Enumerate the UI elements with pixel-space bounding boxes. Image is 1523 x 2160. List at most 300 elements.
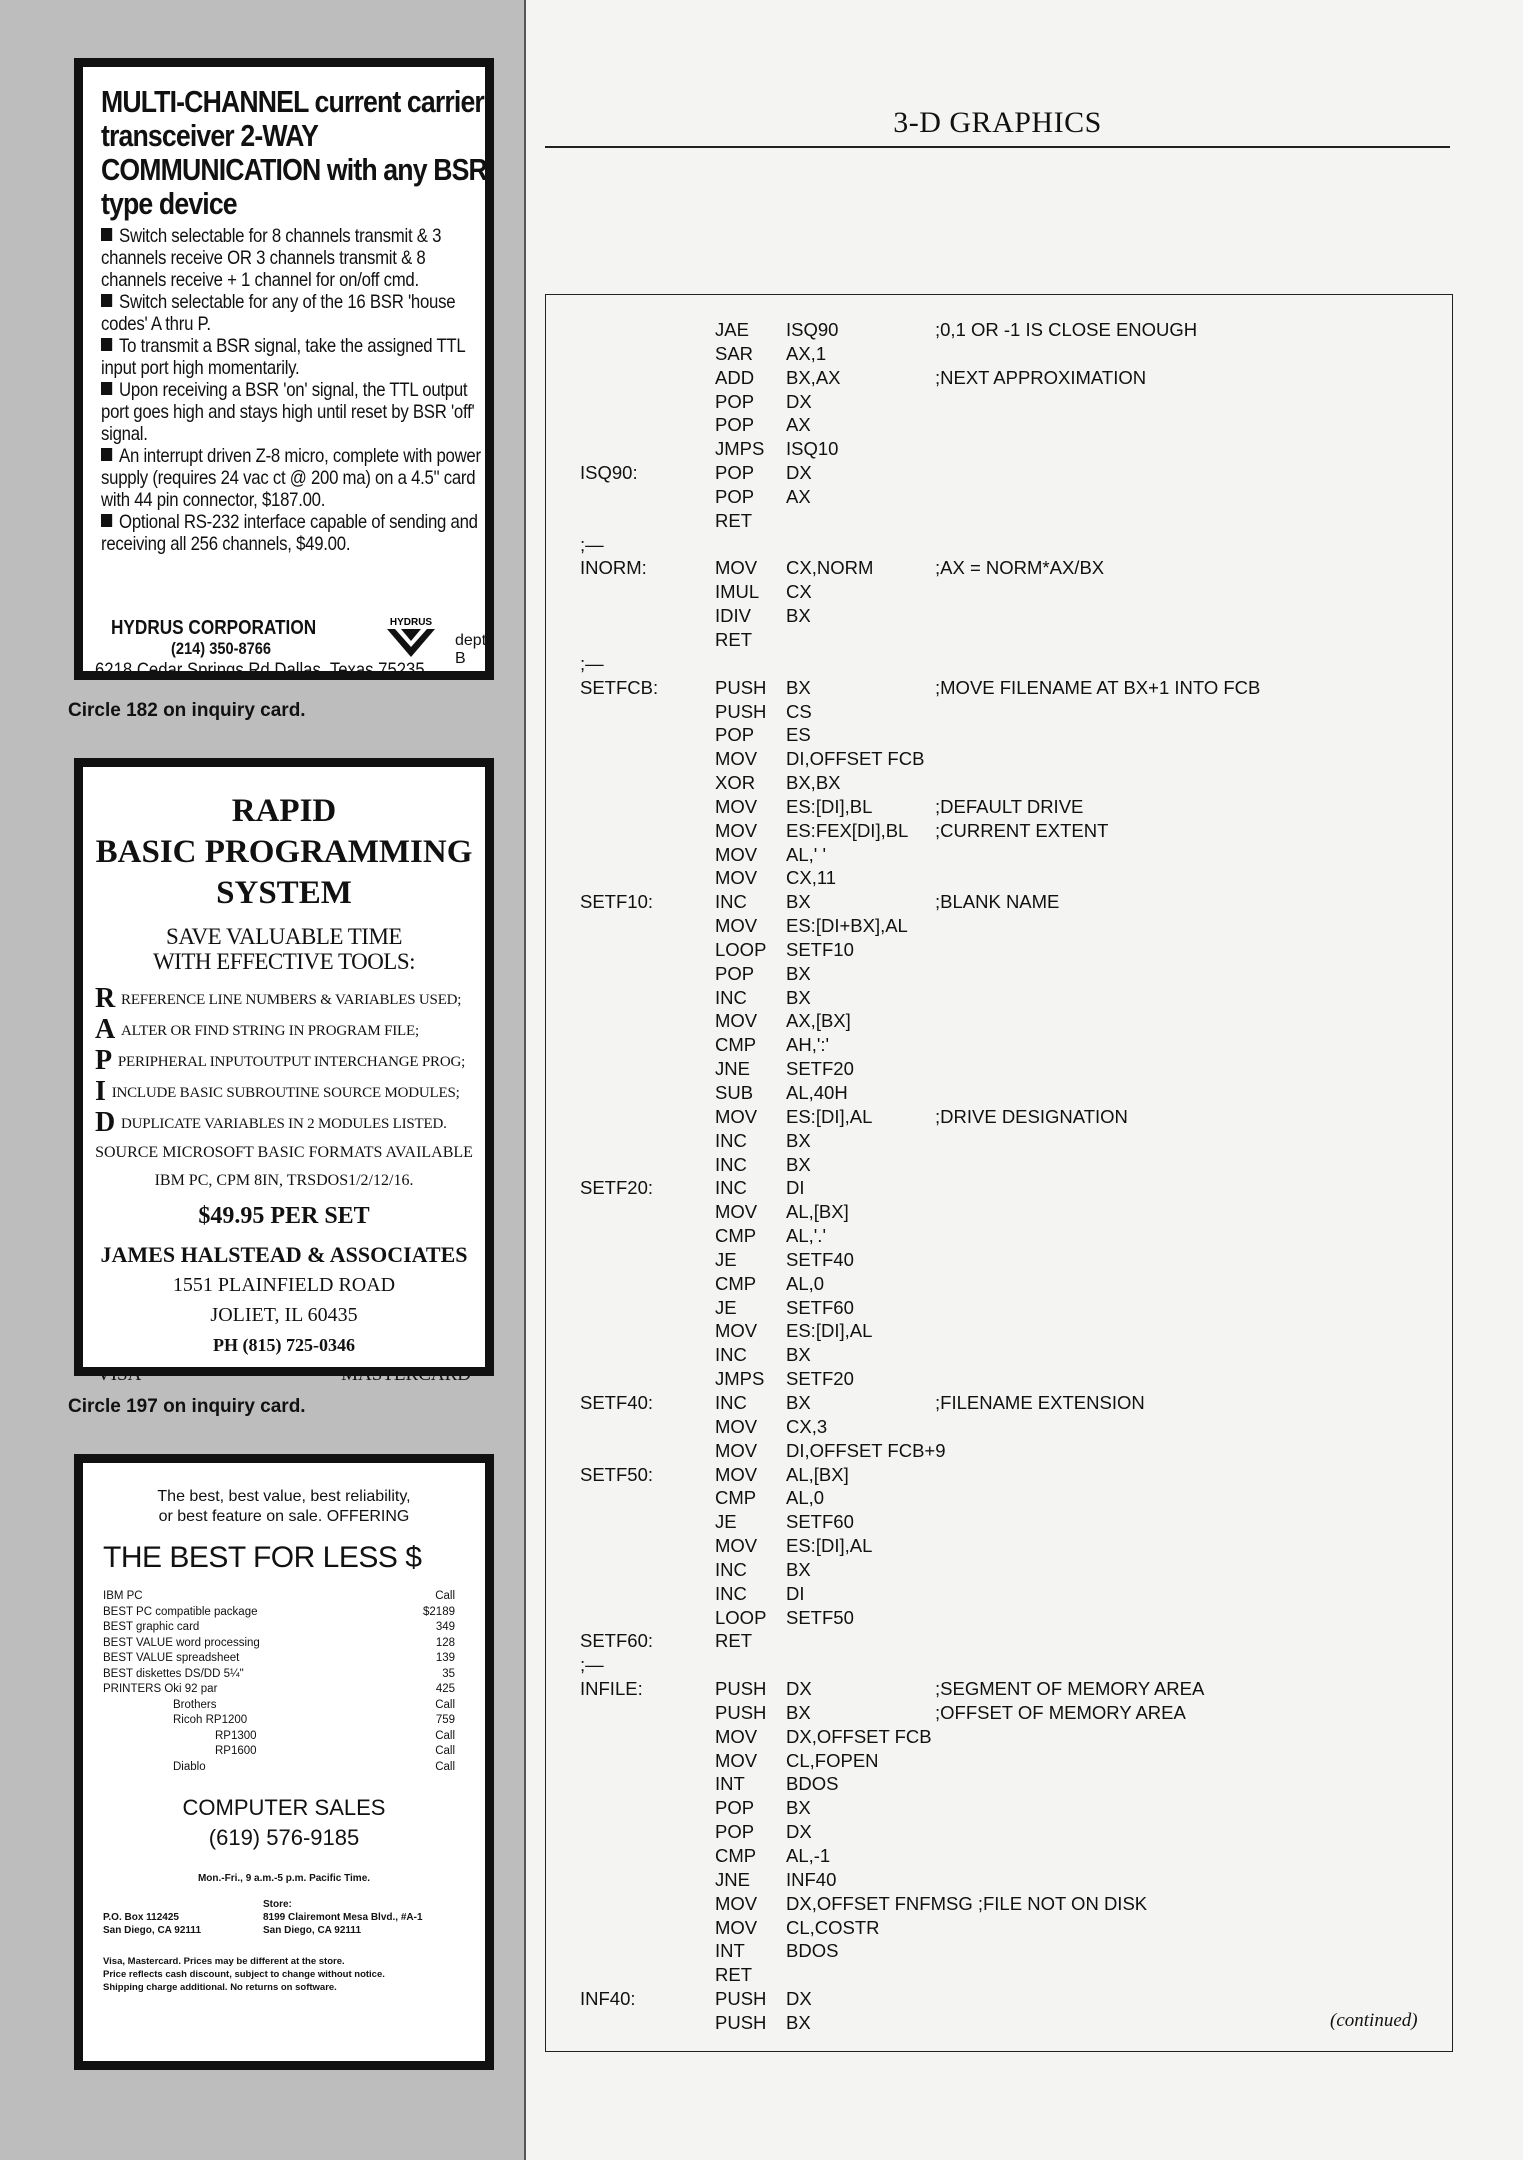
code-comment: ;CURRENT EXTENT xyxy=(935,819,1109,841)
listing-line xyxy=(580,1892,1440,1916)
code-operand: BX xyxy=(786,676,811,698)
code-label: INF40: xyxy=(580,1988,636,2010)
listing-line xyxy=(580,1272,1440,1296)
price-row xyxy=(103,1605,465,1621)
product-price: 425 xyxy=(435,1683,455,1695)
listing-line xyxy=(580,366,1440,390)
code-operand: DI xyxy=(786,1177,805,1199)
code-operand: AX,[BX] xyxy=(786,1010,851,1032)
code-operand: ES:[DI+BX],AL xyxy=(786,915,908,937)
code-operand: AX xyxy=(786,485,811,507)
code-operand: BX xyxy=(786,2011,811,2033)
continued-note: (continued) xyxy=(1330,2010,1418,2031)
listing-line xyxy=(580,1176,1440,1200)
price-list xyxy=(103,1589,465,1775)
code-opcode: POP xyxy=(715,390,755,412)
bullet-square-icon xyxy=(101,294,112,307)
company-address: 6218 Cedar Springs Rd Dallas, Texas 75235 xyxy=(95,660,425,681)
hydrus-ad xyxy=(74,58,494,680)
code-opcode: MOV xyxy=(715,1201,758,1223)
price-row xyxy=(103,1729,465,1745)
code-opcode: SAR xyxy=(715,342,754,364)
product-price: Call xyxy=(435,1698,455,1711)
ad-headline: MULTI-CHANNEL current carrier transceiver 2-WAY COMMUNICATION with any BSR type device xyxy=(101,84,487,221)
code-opcode: POP xyxy=(715,1797,755,1819)
bullet-square-icon xyxy=(101,448,112,461)
product-name: BEST graphic card xyxy=(103,1621,200,1633)
listing-line xyxy=(580,1319,1440,1343)
listing-line xyxy=(580,700,1440,724)
listing-line xyxy=(580,1796,1440,1820)
price-row xyxy=(103,1620,465,1636)
code-operand: BX xyxy=(786,1153,811,1175)
listing-line xyxy=(580,1963,1440,1987)
code-opcode: MOV xyxy=(715,1439,758,1461)
code-operand: BX xyxy=(786,1701,811,1723)
listing-line xyxy=(580,938,1440,962)
code-operand: DX,OFFSET FNFMSG ;FILE NOT ON DISK xyxy=(786,1892,1148,1914)
code-opcode: MOV xyxy=(715,1892,758,1914)
code-opcode: MOV xyxy=(715,915,758,937)
code-opcode: INC xyxy=(715,1129,747,1151)
product-price: 35 xyxy=(442,1667,455,1680)
code-opcode: INT xyxy=(715,1940,745,1962)
product-price: 349 xyxy=(435,1621,455,1633)
code-operand: SETF50 xyxy=(786,1606,854,1628)
listing-line xyxy=(580,1939,1440,1963)
bullet-square-icon xyxy=(101,338,112,351)
code-opcode: POP xyxy=(715,724,755,746)
product-name: BEST diskettes DS/DD 5¼" xyxy=(103,1667,244,1680)
listing-line xyxy=(580,1343,1440,1367)
code-operand: DX,OFFSET FCB xyxy=(786,1725,932,1747)
price-row xyxy=(103,1636,465,1652)
listing-line xyxy=(580,652,1440,676)
listing-line xyxy=(580,1248,1440,1272)
price-row xyxy=(103,1744,465,1760)
ad-tagline: SAVE VALUABLE TIME WITH EFFECTIVE TOOLS: xyxy=(152,924,416,974)
code-comment: ;FILENAME EXTENSION xyxy=(935,1391,1145,1413)
code-operand: AL,0 xyxy=(786,1272,825,1294)
product-name: RP1300 xyxy=(215,1729,257,1742)
advertisement-column xyxy=(0,0,526,2160)
code-operand: DI,OFFSET FCB+9 xyxy=(786,1439,946,1461)
code-operand: CX xyxy=(786,581,812,603)
product-price: Call xyxy=(435,1729,455,1742)
listing-line xyxy=(580,962,1440,986)
feature-line: RREFERENCE LINE NUMBERS & VARIABLES USED; xyxy=(95,983,462,1014)
code-operand: CS xyxy=(786,700,812,722)
code-operand: AX xyxy=(786,414,811,436)
code-operand: SETF40 xyxy=(786,1248,854,1270)
code-operand: BX xyxy=(786,1344,811,1366)
code-opcode: PUSH xyxy=(715,676,767,698)
product-name: BEST PC compatible package xyxy=(103,1605,258,1618)
code-operand: AL,' ' xyxy=(786,843,826,865)
code-operand: BX xyxy=(786,1129,811,1151)
bullet-square-icon xyxy=(101,228,112,241)
listing-line xyxy=(580,1558,1440,1582)
code-label: ISQ90: xyxy=(580,462,638,484)
listing-line xyxy=(580,1367,1440,1391)
code-operand: DX xyxy=(786,462,812,484)
code-operand: SETF10 xyxy=(786,938,854,960)
listing-line xyxy=(580,1296,1440,1320)
listing-line xyxy=(580,342,1440,366)
ad-intro: The best, best value, best reliability, or best feature on sale. OFFERING xyxy=(157,1488,411,1525)
inquiry-note: Circle 182 on inquiry card. xyxy=(68,700,306,721)
code-opcode: POP xyxy=(715,462,755,484)
product-name: Ricoh RP1200 xyxy=(173,1714,248,1726)
code-operand: BX xyxy=(786,891,811,913)
listing-line xyxy=(580,1081,1440,1105)
code-operand: BX xyxy=(786,605,811,627)
listing-line xyxy=(580,485,1440,509)
code-operand: ISQ10 xyxy=(786,438,839,460)
code-comment: ;NEXT APPROXIMATION xyxy=(935,366,1147,388)
product-price: Call xyxy=(435,1760,455,1773)
bullet-item: Switch selectable for 8 channels transmit & 3 channels receive OR 3 channels transmit & 8 channels receive + 1 channel for on/off cmd. xyxy=(101,225,442,291)
price-row xyxy=(103,1651,465,1667)
code-operand: AL,[BX] xyxy=(786,1463,849,1485)
code-operand: SETF20 xyxy=(786,1368,854,1390)
code-opcode: MOV xyxy=(715,748,758,770)
title-rule xyxy=(545,146,1450,148)
code-opcode: MOV xyxy=(715,795,758,817)
listing-line xyxy=(580,1868,1440,1892)
listing-line xyxy=(580,843,1440,867)
listing-line xyxy=(580,1629,1440,1653)
code-operand: BX xyxy=(786,986,811,1008)
po-box: P.O. Box 112425 San Diego, CA 92111 xyxy=(103,1912,202,1936)
listing-line xyxy=(580,1486,1440,1510)
listing-line xyxy=(580,1510,1440,1534)
feature-line: DDUPLICATE VARIABLES IN 2 MODULES LISTED. xyxy=(95,1107,447,1138)
product-name: IBM PC xyxy=(103,1590,143,1602)
code-operand: ES:FEX[DI],BL xyxy=(786,819,909,841)
formats-line: SOURCE MICROSOFT BASIC FORMATS AVAILABLE xyxy=(95,1144,473,1161)
bullet-item: Switch selectable for any of the 16 BSR 'house codes' A thru P. xyxy=(101,291,456,335)
code-opcode: MOV xyxy=(715,1010,758,1032)
code-operand: BX,AX xyxy=(786,366,841,388)
code-opcode: RET xyxy=(715,1964,752,1986)
listing-line xyxy=(580,1725,1440,1749)
store-addresses xyxy=(103,1898,465,1937)
code-opcode: INC xyxy=(715,1153,747,1175)
rapid-basic-ad xyxy=(74,758,494,1385)
listing-line xyxy=(580,1916,1440,1940)
code-opcode: JMPS xyxy=(715,438,765,460)
code-comment: ;SEGMENT OF MEMORY AREA xyxy=(935,1678,1205,1700)
code-comment: ;OFFSET OF MEMORY AREA xyxy=(935,1701,1186,1723)
listing-line xyxy=(580,390,1440,414)
listing-line xyxy=(580,986,1440,1010)
listing-line xyxy=(580,1009,1440,1033)
code-opcode: CMP xyxy=(715,1487,757,1509)
listing-line xyxy=(580,1200,1440,1224)
code-operand: BX xyxy=(786,962,811,984)
listing-line xyxy=(580,723,1440,747)
listing-line xyxy=(580,2011,1440,2035)
inquiry-note: Circle 197 on inquiry card. xyxy=(68,1396,306,1417)
code-opcode: PUSH xyxy=(715,2011,767,2033)
product-name: RP1600 xyxy=(215,1745,257,1757)
code-opcode: PUSH xyxy=(715,700,767,722)
code-opcode: JAE xyxy=(715,319,749,340)
code-opcode: JMPS xyxy=(715,1368,765,1390)
feature-line: IINCLUDE BASIC SUBROUTINE SOURCE MODULES; xyxy=(95,1076,460,1107)
code-opcode: JE xyxy=(715,1248,737,1270)
firm-city: JOLIET, IL 60435 xyxy=(210,1304,358,1326)
code-operand: ES:[DI],AL xyxy=(786,1105,873,1127)
listing-line xyxy=(580,628,1440,652)
code-operand: INF40 xyxy=(786,1868,837,1890)
listing-line xyxy=(580,1415,1440,1439)
code-opcode: JNE xyxy=(715,1058,750,1080)
price-row xyxy=(103,1667,465,1683)
code-opcode: RET xyxy=(715,628,752,650)
code-operand: DX xyxy=(786,1821,812,1843)
feature-line: AALTER OR FIND STRING IN PROGRAM FILE; xyxy=(95,1014,419,1045)
listing-line xyxy=(580,914,1440,938)
code-label: SETF60: xyxy=(580,1630,653,1652)
listing-line xyxy=(580,1820,1440,1844)
code-operand: CL,COSTR xyxy=(786,1916,880,1938)
code-operand: SETF60 xyxy=(786,1511,854,1533)
listing-line xyxy=(580,747,1440,771)
code-opcode: PUSH xyxy=(715,1988,767,2010)
code-opcode: IMUL xyxy=(715,581,760,603)
price-row xyxy=(103,1682,465,1698)
code-operand: AL,'.' xyxy=(786,1225,826,1247)
code-opcode: MOV xyxy=(715,1463,758,1485)
ad-price: $49.95 PER SET xyxy=(198,1203,370,1229)
code-label: SETF40: xyxy=(580,1391,653,1413)
code-opcode: MOV xyxy=(715,1105,758,1127)
code-opcode: INT xyxy=(715,1773,745,1795)
code-opcode: POP xyxy=(715,485,755,507)
code-opcode: XOR xyxy=(715,772,756,794)
product-price: 759 xyxy=(435,1714,455,1726)
code-opcode: MOV xyxy=(715,1535,758,1557)
code-opcode: MOV xyxy=(715,1725,758,1747)
listing-line xyxy=(580,1772,1440,1796)
code-opcode: CMP xyxy=(715,1845,757,1866)
code-opcode: MOV xyxy=(715,1320,758,1342)
product-name: BEST VALUE word processing xyxy=(103,1636,260,1649)
code-opcode: INC xyxy=(715,891,747,913)
code-opcode: PUSH xyxy=(715,1678,767,1700)
firm-name: JAMES HALSTEAD & ASSOCIATES xyxy=(100,1242,468,1267)
code-operand: ES:[DI],AL xyxy=(786,1535,873,1557)
bullet-square-icon xyxy=(101,514,112,527)
code-operand: CL,FOPEN xyxy=(786,1749,879,1771)
code-opcode: CMP xyxy=(715,1225,757,1247)
listing-line xyxy=(580,1033,1440,1057)
code-operand: BX xyxy=(786,1391,811,1413)
code-operand: CX,11 xyxy=(786,867,837,889)
price-row xyxy=(103,1589,465,1605)
code-opcode: RET xyxy=(715,1630,752,1652)
product-price: $2189 xyxy=(423,1605,455,1618)
code-opcode: PUSH xyxy=(715,1701,767,1723)
code-operand: BDOS xyxy=(786,1773,839,1795)
code-operand: SETF60 xyxy=(786,1296,854,1318)
page-title: 3-D GRAPHICS xyxy=(893,106,1102,139)
company-phone: (214) 350-8766 xyxy=(171,639,271,658)
product-price: 139 xyxy=(435,1652,455,1664)
code-opcode: MOV xyxy=(715,867,758,889)
code-operand: BDOS xyxy=(786,1940,839,1962)
code-label: ;— xyxy=(580,1654,604,1676)
payment-cards xyxy=(93,1360,475,1390)
code-opcode: MOV xyxy=(715,1916,758,1938)
listing-line xyxy=(580,1129,1440,1153)
code-comment: ;0,1 OR -1 IS CLOSE ENOUGH xyxy=(935,319,1198,340)
listing-line xyxy=(580,1606,1440,1630)
code-opcode: POP xyxy=(715,1821,755,1843)
listing-line xyxy=(580,461,1440,485)
ad-bullet-list xyxy=(101,225,492,555)
ad-title: RAPID BASIC PROGRAMMING SYSTEM xyxy=(95,793,473,911)
store-name: COMPUTER SALES (619) 576-9185 xyxy=(182,1795,386,1850)
code-operand: CX,3 xyxy=(786,1415,828,1437)
code-opcode: LOOP xyxy=(715,1606,767,1628)
code-comment: ;AX = NORM*AX/BX xyxy=(935,557,1105,579)
product-name: Brothers xyxy=(173,1698,217,1711)
code-label: SETF20: xyxy=(580,1177,653,1199)
code-opcode: POP xyxy=(715,414,755,436)
listing-line xyxy=(580,1582,1440,1606)
code-opcode: MOV xyxy=(715,1415,758,1437)
code-opcode: INC xyxy=(715,1177,747,1199)
product-price: Call xyxy=(435,1590,455,1602)
code-opcode: INC xyxy=(715,1344,747,1366)
code-operand: DX xyxy=(786,390,812,412)
code-operand: AX,1 xyxy=(786,342,827,364)
code-operand: AH,':' xyxy=(786,1034,830,1056)
listing-line xyxy=(580,604,1440,628)
price-row xyxy=(103,1698,465,1714)
listing-line xyxy=(580,1987,1440,2011)
code-label: SETFCB: xyxy=(580,676,659,698)
listing-line xyxy=(580,1439,1440,1463)
listing-line xyxy=(580,819,1440,843)
computer-sales-ad xyxy=(74,1454,494,2070)
price-row xyxy=(103,1760,465,1776)
listing-line xyxy=(580,1224,1440,1248)
fine-print: Visa, Mastercard. Prices may be different at the store. Price reflects cash discount, subject to change without notice. Shipping charge additional. No returns on software. xyxy=(103,1956,385,1993)
code-operand: BX xyxy=(786,1797,811,1819)
code-label: SETF10: xyxy=(580,891,653,913)
code-opcode: JE xyxy=(715,1511,737,1533)
company-name: HYDRUS CORPORATION xyxy=(111,617,317,639)
listing-line xyxy=(580,556,1440,580)
code-opcode: SUB xyxy=(715,1082,754,1103)
code-opcode: IDIV xyxy=(715,605,751,627)
code-comment: ;BLANK NAME xyxy=(935,891,1060,913)
listing-line xyxy=(580,1057,1440,1081)
code-operand: ISQ90 xyxy=(786,319,839,340)
code-operand: ES:[DI],BL xyxy=(786,795,873,817)
formats-line: IBM PC, CPM 8IN, TRSDOS1/2/12/16. xyxy=(154,1172,414,1189)
code-operand: DX xyxy=(786,1678,812,1700)
listing-line xyxy=(580,1463,1440,1487)
product-name: PRINTERS Oki 92 par xyxy=(103,1683,218,1695)
bullet-item: To transmit a BSR signal, take the assigned TTL input port high momentarily. xyxy=(101,335,465,379)
listing-line xyxy=(580,413,1440,437)
code-opcode: MOV xyxy=(715,557,758,579)
price-row xyxy=(103,1713,465,1729)
listing-line xyxy=(580,1534,1440,1558)
code-operand: BX,BX xyxy=(786,772,841,794)
bullet-item: An interrupt driven Z-8 micro, complete with power supply (requires 24 vac ct @ 200 ma) on a 4.5" card with 44 pin connector, $187.00. xyxy=(101,445,481,511)
code-operand: BX xyxy=(786,1558,811,1580)
code-operand: SETF20 xyxy=(786,1058,854,1080)
code-label: SETF50: xyxy=(580,1463,653,1485)
code-opcode: INC xyxy=(715,1391,747,1413)
code-operand: AL,-1 xyxy=(786,1845,831,1866)
code-opcode: JNE xyxy=(715,1868,750,1890)
code-operand: ES xyxy=(786,724,811,746)
code-operand: DI xyxy=(786,1582,805,1604)
hydrus-logo-icon xyxy=(383,615,439,659)
code-operand: DX xyxy=(786,1988,812,2010)
listing-line xyxy=(580,1677,1440,1701)
bullet-item: Upon receiving a BSR 'on' signal, the TTL output port goes high and stays high until reset by BSR 'off' signal. xyxy=(101,379,475,445)
code-opcode: INC xyxy=(715,1582,747,1604)
listing-line xyxy=(580,1153,1440,1177)
svg-text:HYDRUS: HYDRUS xyxy=(389,617,433,628)
bullet-item: Optional RS-232 interface capable of sending and receiving all 256 channels, $49.00. xyxy=(101,511,478,555)
listing-line xyxy=(580,533,1440,557)
listing-line xyxy=(580,890,1440,914)
listing-line xyxy=(580,795,1440,819)
listing-line xyxy=(580,509,1440,533)
listing-line xyxy=(580,676,1440,700)
card-visa: VISA xyxy=(97,1364,142,1385)
code-operand: ES:[DI],AL xyxy=(786,1320,873,1342)
dept-label: dept. B xyxy=(455,632,491,667)
assembly-listing xyxy=(580,318,1440,2035)
code-opcode: LOOP xyxy=(715,938,767,960)
listing-line xyxy=(580,866,1440,890)
code-operand: AL,40H xyxy=(786,1082,848,1103)
listing-line xyxy=(580,1105,1440,1129)
listing-line xyxy=(580,318,1440,342)
code-opcode: CMP xyxy=(715,1034,757,1056)
listing-line xyxy=(580,1749,1440,1773)
store-address: Store: 8199 Clairemont Mesa Blvd., #A-1 San Diego, CA 92111 xyxy=(263,1899,423,1936)
listing-line xyxy=(580,771,1440,795)
code-label: INFILE: xyxy=(580,1678,643,1700)
ad-headline: THE BEST FOR LESS $ xyxy=(103,1541,422,1574)
firm-phone: PH (815) 725-0346 xyxy=(213,1335,355,1355)
code-operand: CX,NORM xyxy=(786,557,874,579)
code-opcode: INC xyxy=(715,986,747,1008)
code-opcode: ADD xyxy=(715,366,755,388)
card-mastercard: MASTERCARD xyxy=(341,1364,471,1385)
listing-line xyxy=(580,1653,1440,1677)
code-label: INORM: xyxy=(580,557,647,579)
firm-street: 1551 PLAINFIELD ROAD xyxy=(172,1274,396,1296)
product-price: Call xyxy=(435,1745,455,1757)
listing-line xyxy=(580,1701,1440,1725)
code-opcode: INC xyxy=(715,1558,747,1580)
code-operand: DI,OFFSET FCB xyxy=(786,748,925,770)
listing-line xyxy=(580,580,1440,604)
code-opcode: JE xyxy=(715,1296,737,1318)
